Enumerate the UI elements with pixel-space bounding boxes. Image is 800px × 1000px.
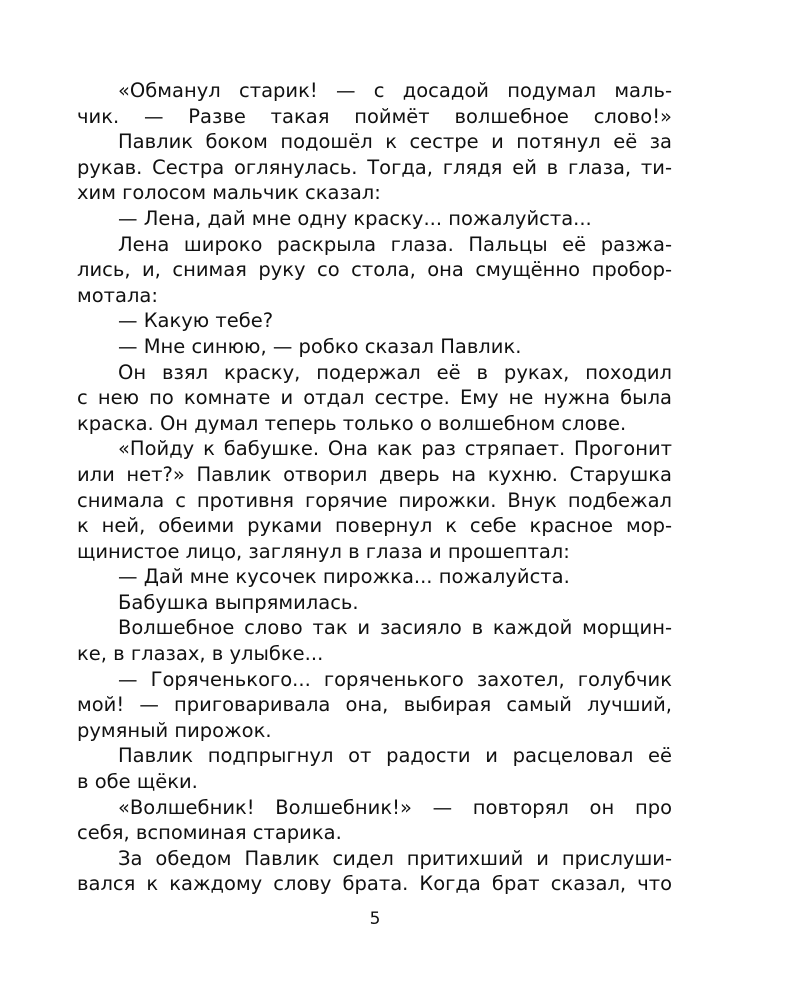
text-line: хим голосом мальчик сказал: <box>77 181 381 205</box>
text-line: мотала: <box>77 283 158 307</box>
text-line: лись, и, снимая руку со стола, она смущённо пробор- <box>77 258 672 282</box>
text-line: рукав. Сестра оглянулась. Тогда, глядя ей в глаза, ти- <box>77 155 672 179</box>
text-line: — Дай мне кусочек пирожка... пожалуйста. <box>118 565 570 589</box>
text-line: — Какую тебе? <box>118 309 274 333</box>
text-line: щинистое лицо, заглянул в глаза и прошептал: <box>77 539 570 563</box>
story-text <box>77 78 672 897</box>
text-line: — Лена, дай мне одну краску... пожалуйста... <box>118 206 592 230</box>
text-line: Павлик подпрыгнул от радости и расцеловал её <box>118 744 672 768</box>
text-line: в обе щёки. <box>77 770 198 794</box>
text-line: — Горяченького... горяченького захотел, голубчик <box>118 667 672 691</box>
text-line: или нет?» Павлик отворил дверь на кухню. Старушка <box>77 462 672 486</box>
text-line: — Мне синюю, — робко сказал Павлик. <box>118 334 522 358</box>
text-line: себя, вспоминая старика. <box>77 821 342 845</box>
text-line: За обедом Павлик сидел притихший и прислуши- <box>118 846 672 870</box>
text-line: к ней, обеими руками повернул к себе красное мор- <box>77 514 672 538</box>
text-line: Павлик боком подошёл к сестре и потянул её за <box>118 130 672 154</box>
text-line: вался к каждому слову брата. Когда брат сказал, что <box>77 872 672 896</box>
text-line: снимала с противня горячие пирожки. Внук подбежал <box>77 488 672 512</box>
text-line: с нею по комнате и отдал сестре. Ему не нужна была <box>77 386 672 410</box>
text-line: ке, в глазах, в улыбке... <box>77 642 324 666</box>
text-line: краска. Он думал теперь только о волшебном слове. <box>77 411 627 435</box>
text-line: «Пойду к бабушке. Она как раз стряпает. Прогонит <box>118 437 672 461</box>
text-line: «Обманул старик! — с досадой подумал маль- <box>118 79 672 102</box>
text-line: Волшебное слово так и засияло в каждой морщин- <box>118 616 672 640</box>
text-line: «Волшебник! Волшебник!» — повторял он про <box>118 795 672 819</box>
text-line: Бабушка выпрямилась. <box>118 590 359 614</box>
text-line: румяный пирожок. <box>77 718 272 742</box>
page-number: 5 <box>369 909 381 929</box>
text-line: Он взял краску, подержал её в руках, походил <box>118 360 672 384</box>
text-line: Лена широко раскрыла глаза. Пальцы её разжа- <box>118 232 672 256</box>
text-line: чик. — Разве такая поймёт волшебное слово!» <box>77 104 672 128</box>
text-line: мой! — приговаривала она, выбирая самый лучший, <box>77 693 672 717</box>
